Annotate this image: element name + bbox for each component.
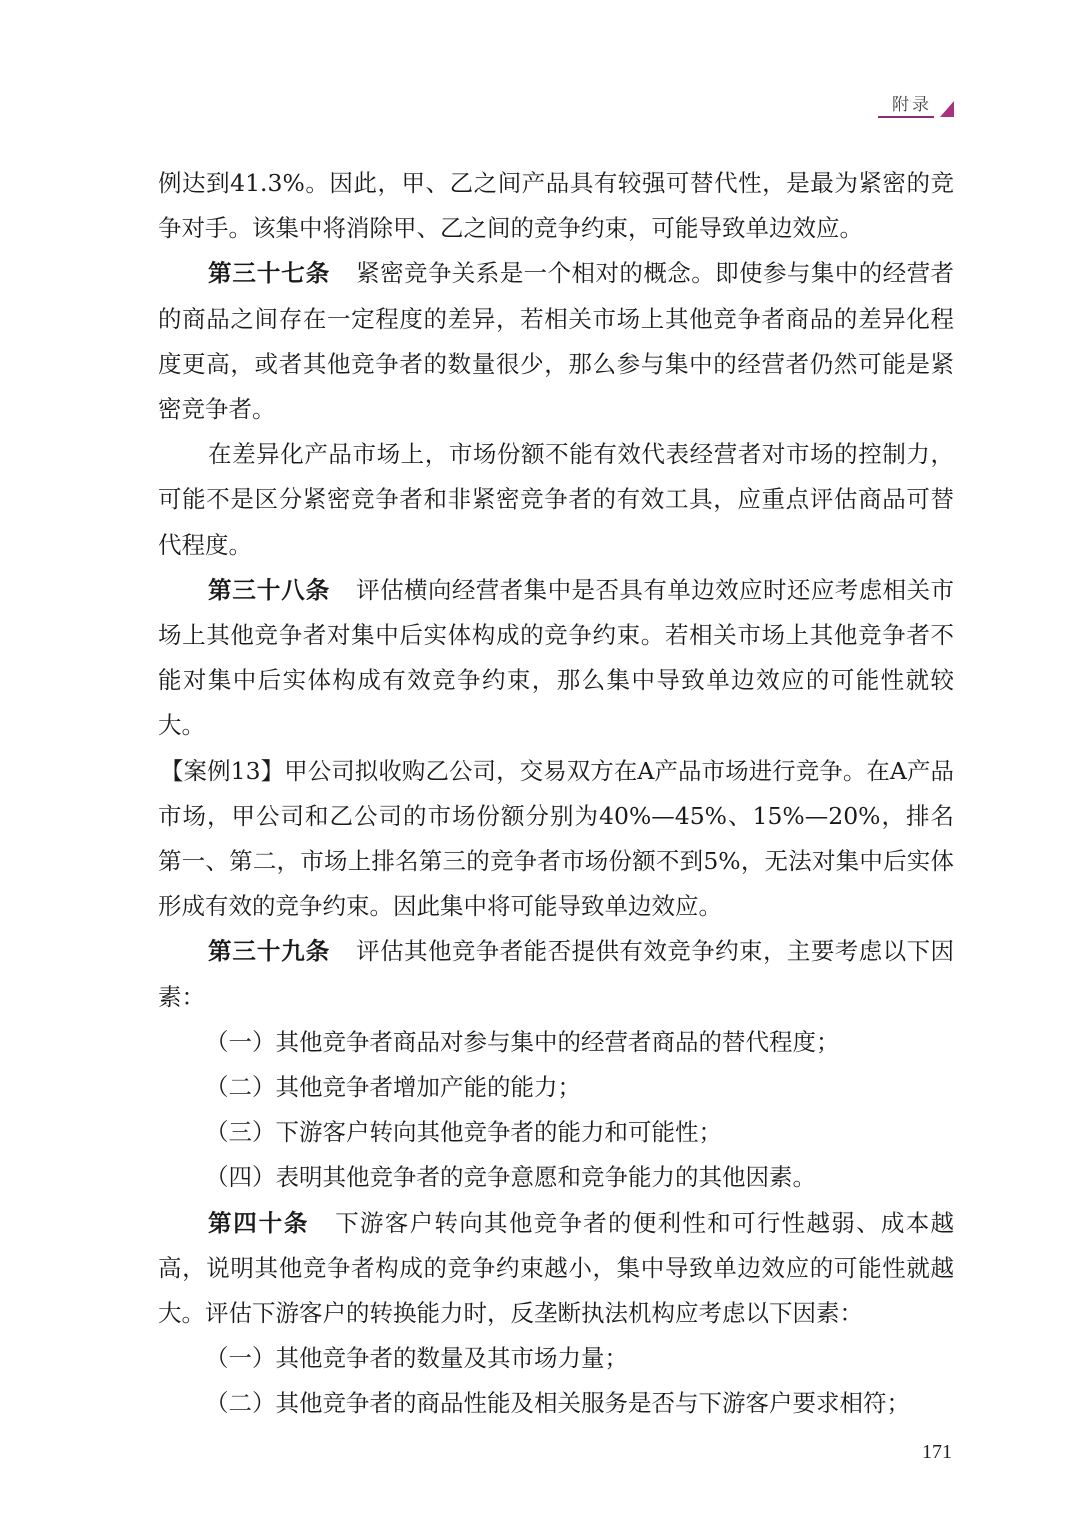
list-item: （二）其他竞争者增加产能的能力；	[205, 1073, 581, 1102]
section-label: 附录	[892, 95, 932, 115]
article-37	[158, 251, 954, 432]
list-item: （二）其他竞争者的商品性能及相关服务是否与下游客户要求相符；	[205, 1389, 910, 1418]
case-example-13: 【案例13】甲公司拟收购乙公司，交易双方在A产品市场进行竞争。在A产品市场，甲公司和乙公司的市场份额分别为40%—45%、15%—20%，排名第一、第二，市场上排名第三的竞争者市场份额不到5%，无法对集中后实体形成有效的竞争约束。因此集中将可能导致单边效应。	[158, 756, 954, 921]
article-number: 第三十八条	[208, 575, 331, 604]
article-number: 第四十条	[208, 1208, 310, 1237]
list-item: （一）其他竞争者的数量及其市场力量；	[205, 1344, 628, 1373]
article-40	[158, 1201, 954, 1337]
page-number: 171	[922, 1441, 952, 1463]
article-text: 紧密竞争关系是一个相对的概念。即使参与集中的经营者的商品之间存在一定程度的差异，若相关市场上其他竞争者商品的差异化程度更高，或者其他竞争者的数量很少，那么参与集中的经营者仍然可能是紧密竞争者。	[158, 259, 955, 424]
list-item: （四）表明其他竞争者的竞争意愿和竞争能力的其他因素。	[205, 1163, 816, 1192]
list-item: （三）下游客户转向其他竞争者的能力和可能性；	[205, 1118, 722, 1147]
paragraph-continuation: 例达到41.3%。因此，甲、乙之间产品具有较强可替代性，是最为紧密的竞争对手。该集中将消除甲、乙之间的竞争约束，可能导致单边效应。	[158, 169, 954, 243]
article-number: 第三十七条	[208, 259, 331, 288]
article-text: 评估其他竞争者能否提供有效竞争约束，主要考虑以下因素：	[158, 937, 955, 1011]
list-item: （一）其他竞争者商品对参与集中的经营者商品的替代程度；	[205, 1027, 840, 1056]
header-rule	[878, 116, 934, 118]
article-text: 评估横向经营者集中是否具有单边效应时还应考虑相关市场上其他竞争者对集中后实体构成的竞争约束。若相关市场上其他竞争者不能对集中后实体构成有效竞争约束，那么集中导致单边效应的可能性就较大。	[158, 575, 955, 740]
article-39	[158, 929, 954, 1019]
article-38	[158, 568, 954, 749]
paragraph: 在差异化产品市场上，市场份额不能有效代表经营者对市场的控制力，可能不是区分紧密竞争者和非紧密竞争者的有效工具，应重点评估商品可替代程度。	[158, 440, 954, 559]
triangle-ornament-icon	[940, 101, 954, 117]
article-number: 第三十九条	[208, 937, 331, 966]
running-header	[878, 88, 954, 120]
body-text	[158, 161, 954, 1427]
article-text: 下游客户转向其他竞争者的便利性和可行性越弱、成本越高，说明其他竞争者构成的竞争约束越小，集中导致单边效应的可能性就越大。评估下游客户的转换能力时，反垄断执法机构应考虑以下因素：	[158, 1208, 955, 1328]
